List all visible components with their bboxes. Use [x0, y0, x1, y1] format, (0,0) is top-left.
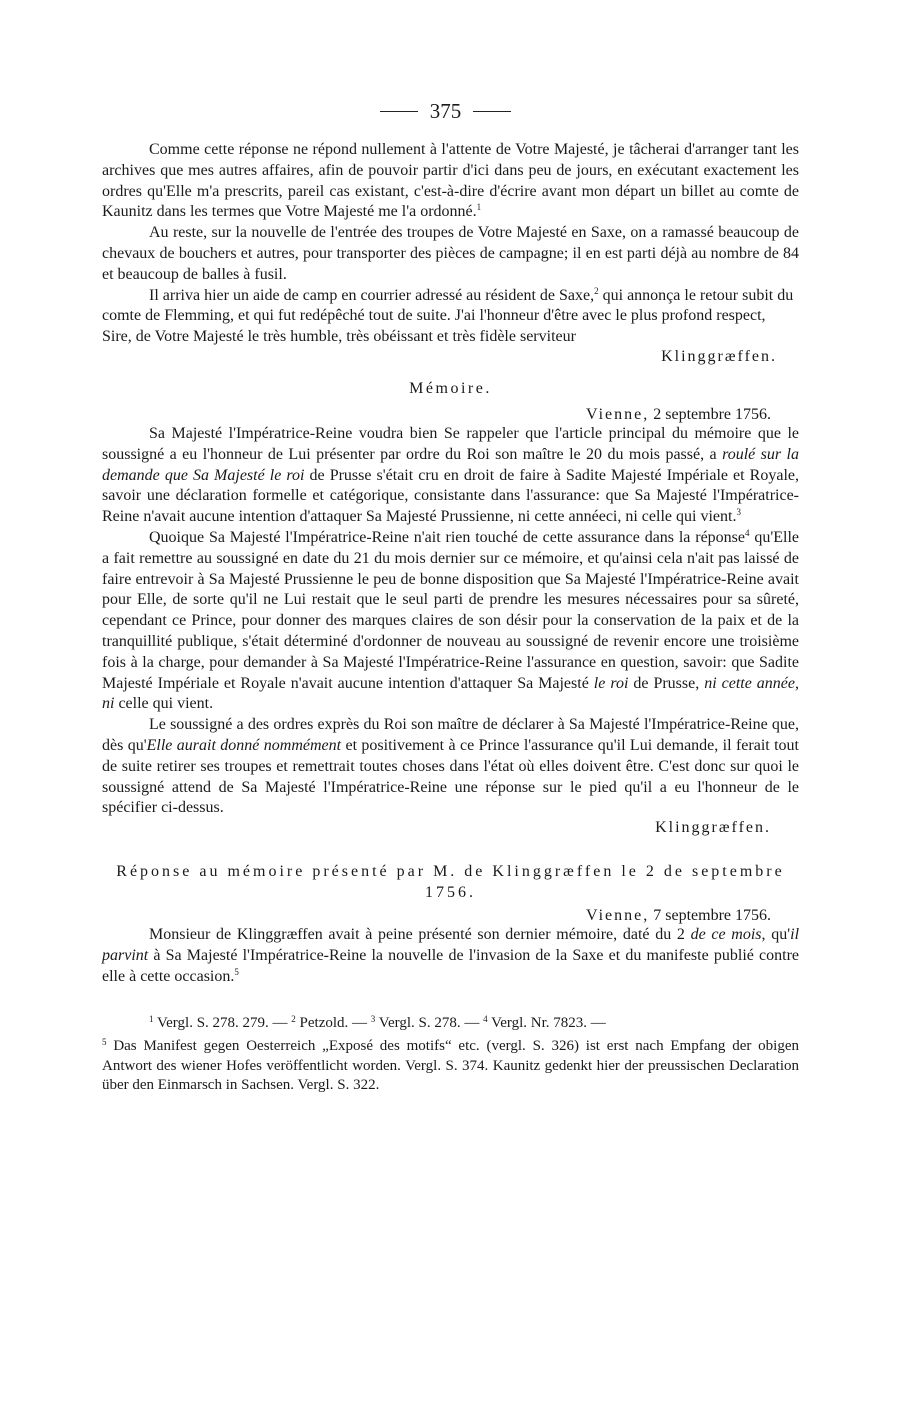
page-number: 375 — [429, 98, 462, 123]
footnote-mark: 1 — [476, 202, 482, 213]
header-dash-left — [380, 111, 418, 112]
reponse-title: Réponse au mémoire présenté par M. de Klinggræffen le 2 de septembre 1756. — [116, 863, 785, 902]
memoire-dateline — [102, 406, 799, 424]
reponse-paragraph-1: Monsieur de Klinggræffen avait à peine présenté son dernier mémoire, daté du 2 de ce mois, qu'il parvint à Sa Majesté l'Impératrice-Reine la nouvelle de l'invasion de la Saxe et du manifeste publié contre elle à cette occasion.$^5$ — [102, 926, 800, 985]
reponse-place: Vienne, — [586, 907, 650, 925]
document-page — [102, 96, 799, 1096]
memoire-signature: Klinggræffen. — [655, 819, 771, 837]
letter-signature: Klinggræffen. — [661, 347, 777, 365]
letter-paragraph-3: Il arriva hier un aide de camp en courrier adressé au résident de Saxe,$^2$ qui annonça le retour subit du comte de Flemming, et qui fut redépêché tout de suite. J'ai l'honneur d'être avec le plus profond respect, Sire, de Votre Majesté le très humble, très obéissant et très fidèle serviteur — [102, 285, 794, 346]
footnote-mark: 4 — [745, 527, 750, 538]
footnotes-line-1: $^1$ Vergl. S. 278. 279. — $^2$ Petzold. — $^3$ Vergl. S. 278. — $^4$ Vergl. Nr. 7823. — — [149, 1013, 606, 1031]
reponse-dateline — [102, 907, 799, 925]
memoire-paragraph-3: Le soussigné a des ordres exprès du Roi son maître de déclarer à Sa Majesté l'Impératrice-Reine que, dès qu'Elle aurait donné nommément et positivement à ce Prince l'assurance qu'il Lui demande, il ferait tout de suite retirer ses troupes et remettrait toutes choses dans l'état où elles doivent être. C'est donc sur quoi le soussigné attend de Sa Majesté l'Impératrice-Reine une réponse sur le pied qu'il a eu l'honneur de le spécifier ci-dessus. — [102, 716, 799, 817]
letter-closing — [102, 286, 799, 348]
footnote-mark: 5 — [234, 966, 239, 977]
memoire-paragraph-2: Quoique Sa Majesté l'Impératrice-Reine n'ait rien touché de cette assurance dans la réponse$^4$ qu'Elle a fait remettre au soussigné en date du 21 du mois dernier sur ce mémoire, et qu'ainsi cela n'ait pas laissé de faire entrevoir à Sa Majesté Prussienne le peu de bonne disposition que Sa Majesté l'Impératrice-Reine avait pour Elle, de sorte qu'il ne Lui restait que le seul parti de prendre les mesures nécessaires pour sa sûreté, cependant ce Prince, pour donner des marques claires de son désir pour la conservation de la paix et de la tranquillité publique, s'était déterminé d'ordonner de nouveau au soussigné de revenir encore une troisième fois à la charge, pour demander à Sa Majesté l'Impératrice-Reine l'assurance en question, savoir: que Sadite Majesté Impériale et Royale n'avait aucune intention d'attaquer Sa Majesté le roi de Prusse, ni cette année, ni celle qui vient. — [102, 527, 800, 713]
footnote-mark: 3 — [736, 507, 741, 518]
header-dash-right — [473, 111, 511, 112]
page-header — [92, 96, 799, 126]
memoire-heading: Mémoire. — [409, 379, 492, 397]
memoire-date: 2 septembre 1756. — [653, 405, 771, 423]
memoire-paragraph-1: Sa Majesté l'Impératrice-Reine voudra bien Se rappeler que l'article principal du mémoire que le soussigné a eu l'honneur de Lui présenter par ordre du Roi son maître le 20 du mois passé, a roulé sur la demande que Sa Majesté le roi de Prusse s'était cru en droit de faire à Sadite Majesté Impériale et Royale, savoir une déclaration formelle et catégorique, consistante dans l'assurance: que Sa Majesté l'Impératrice-Reine n'avait aucune intention d'attaquer Sa Majesté Prussienne, ni cette annéeci, ni celle qui vient.$^3$ — [102, 424, 799, 526]
reponse-date: 7 septembre 1756. — [653, 907, 771, 925]
footnote-5: $^5$ Das Manifest gegen Oesterreich „Exposé des motifs“ etc. (vergl. S. 326) ist erst nach Empfang der obigen Antwort des wiener Hofes veröffentlicht worden. Vergl. S. 374. Kaunitz gedenkt hier der preussischen Declaration über den Einmarsch in Sachsen. Vergl. S. 322. — [102, 1037, 799, 1093]
letter-paragraph-2: Au reste, sur la nouvelle de l'entrée des troupes de Votre Majesté en Saxe, on a ramassé beaucoup de chevaux de bouchers et autres, pour transporter des pièces de campagne; il en est parti déjà au nombre de 84 et beaucoup de balles à fusil. — [102, 224, 799, 283]
letter-paragraph-1: Comme cette réponse ne répond nullement à l'attente de Votre Majesté, je tâcherai d'arranger tant les archives que mes autres affaires, afin de pouvoir partir d'ici dans peu de jours, en exécutant exactement les ordres qu'Elle m'a prescrits, pareil cas existant, c'est-à-dire d'écrire avant mon départ un billet au comte de Kaunitz dans les termes que Votre Majesté me l'a ordonné.$^1$ — [102, 141, 799, 221]
footnote-mark: 2 — [594, 285, 599, 296]
memoire-place: Vienne, — [586, 405, 650, 423]
footnotes — [102, 1010, 799, 1096]
